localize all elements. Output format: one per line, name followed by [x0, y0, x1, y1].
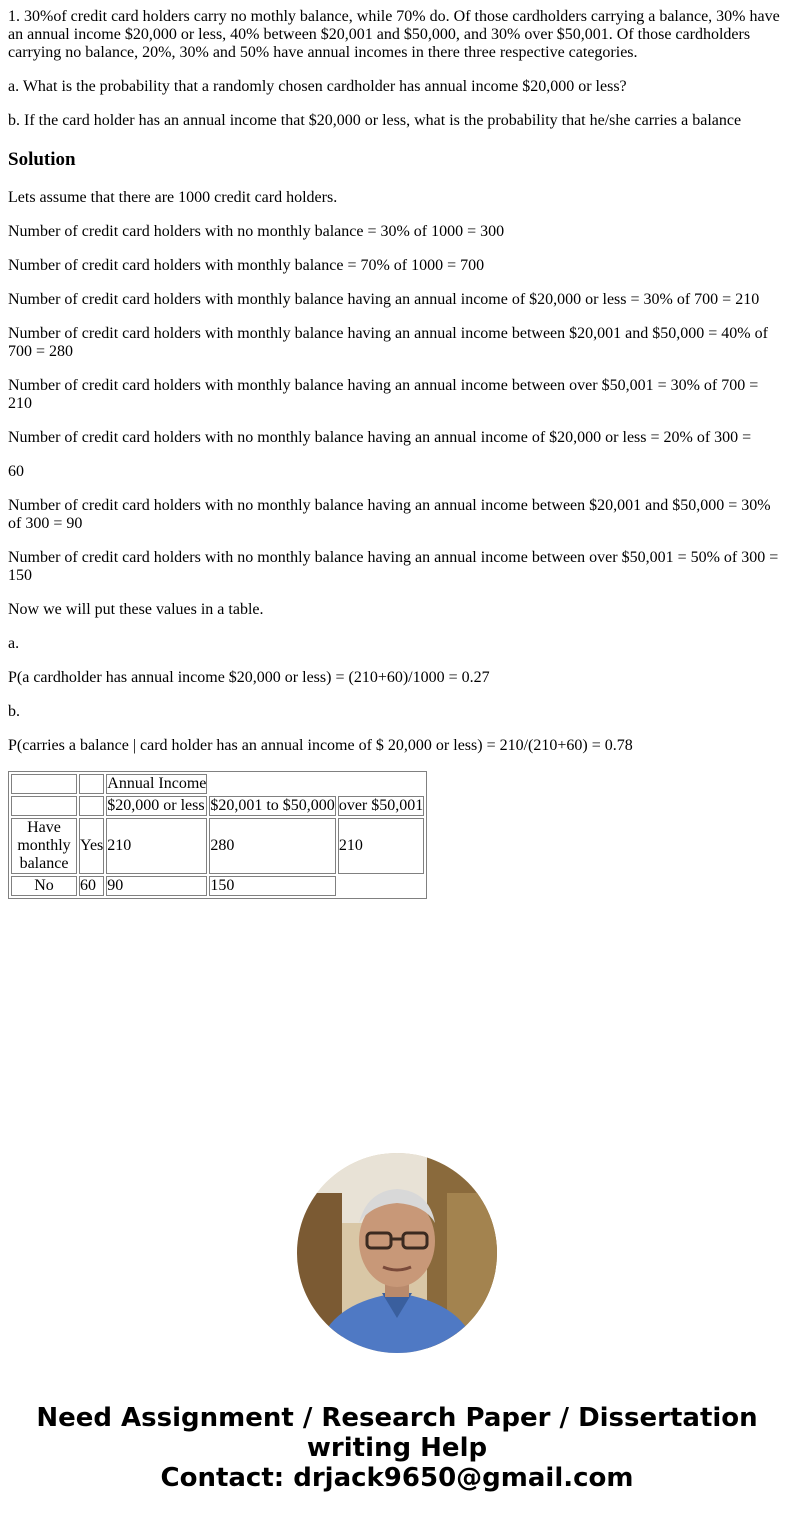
table-row-label: No: [11, 876, 77, 896]
solution-heading: Solution: [8, 149, 76, 170]
table-cell: 60: [79, 876, 104, 896]
solution-paragraph: Number of credit card holders with no monthly balance having an annual income of $20,000 or less = 20% of 300 =: [8, 429, 752, 446]
solution-paragraph: Number of credit card holders with monthly balance = 70% of 1000 = 700: [8, 257, 485, 274]
table-cell: 150: [209, 876, 335, 896]
footer-line: writing Help: [306, 1433, 488, 1463]
solution-paragraph: Number of credit card holders with no monthly balance having an annual income between over $50,001 = 50% of 300 = 150: [8, 549, 779, 584]
solution-paragraph: Number of credit card holders with no monthly balance having an annual income between $20,001 and $50,000 = 30% of 300 = 90: [8, 497, 771, 532]
table-cell: 280: [209, 818, 335, 874]
answer-a-label: a.: [8, 635, 20, 652]
table-column-header: over $50,001: [338, 797, 424, 814]
table-cell-empty: [11, 796, 77, 816]
table-column-header: $20,001 to $50,000: [210, 797, 335, 814]
table-cell: 210: [106, 818, 207, 874]
table-cell-empty: [11, 774, 77, 794]
table-cell: 210: [338, 818, 424, 874]
answer-b: P(carries a balance | card holder has an annual income of $ 20,000 or less) = 210/(210+60) = 0.78: [8, 737, 633, 754]
answer-b-label: b.: [8, 703, 20, 720]
table-column-header: $20,000 or less: [106, 796, 207, 816]
solution-paragraph: Now we will put these values in a table.: [8, 601, 264, 618]
income-balance-table: [8, 771, 427, 899]
table-header-annual-income: Annual Income: [107, 775, 207, 792]
solution-paragraph: Number of credit card holders with monthly balance having an annual income between $20,001 and $50,000 = 40% of 700 = 280: [8, 325, 768, 360]
answer-a: P(a cardholder has annual income $20,000 or less) = (210+60)/1000 = 0.27: [8, 669, 490, 686]
solution-paragraph: Number of credit card holders with monthly balance having an annual income between over $50,001 = 30% of 700 = 210: [8, 377, 759, 412]
table-row: [11, 876, 424, 896]
avatar-portrait: [297, 1153, 497, 1353]
table-row-label: Yes: [79, 818, 104, 874]
table-row: [11, 774, 424, 794]
table-row: [11, 818, 424, 874]
table-row: [11, 796, 424, 816]
avatar: [297, 1153, 497, 1353]
footer-contact: Contact: drjack9650@gmail.com: [160, 1463, 634, 1493]
solution-paragraph: Number of credit card holders with monthly balance having an annual income of $20,000 or less = 30% of 700 = 210: [8, 291, 760, 308]
table-cell-empty: [79, 774, 104, 794]
question-intro: 1. 30%of credit card holders carry no mothly balance, while 70% do. Of those cardholders carrying a balance, 30% have an annual income $20,000 or less, 40% between $20,001 and $50,000, and 30% over $50,001. Of those cardholders carrying no balance, 20%, 30% and 50% have annual incomes in there three respective categories.: [8, 8, 780, 61]
table-cell: 90: [106, 876, 207, 896]
table-row-group-label: Have monthly balance: [11, 818, 77, 874]
solution-paragraph: Lets assume that there are 1000 credit card holders.: [8, 189, 338, 206]
footer-line: Need Assignment / Research Paper / Dissertation: [36, 1403, 758, 1433]
footer-banner: [0, 1403, 794, 1493]
solution-paragraph: Number of credit card holders with no monthly balance = 30% of 1000 = 300: [8, 223, 505, 240]
table-cell-empty: [79, 796, 104, 816]
question-part-b: b. If the card holder has an annual income that $20,000 or less, what is the probability that he/she carries a balance: [8, 112, 742, 129]
solution-paragraph: 60: [8, 463, 24, 480]
question-part-a: a. What is the probability that a randomly chosen cardholder has annual income $20,000 or less?: [8, 78, 627, 95]
